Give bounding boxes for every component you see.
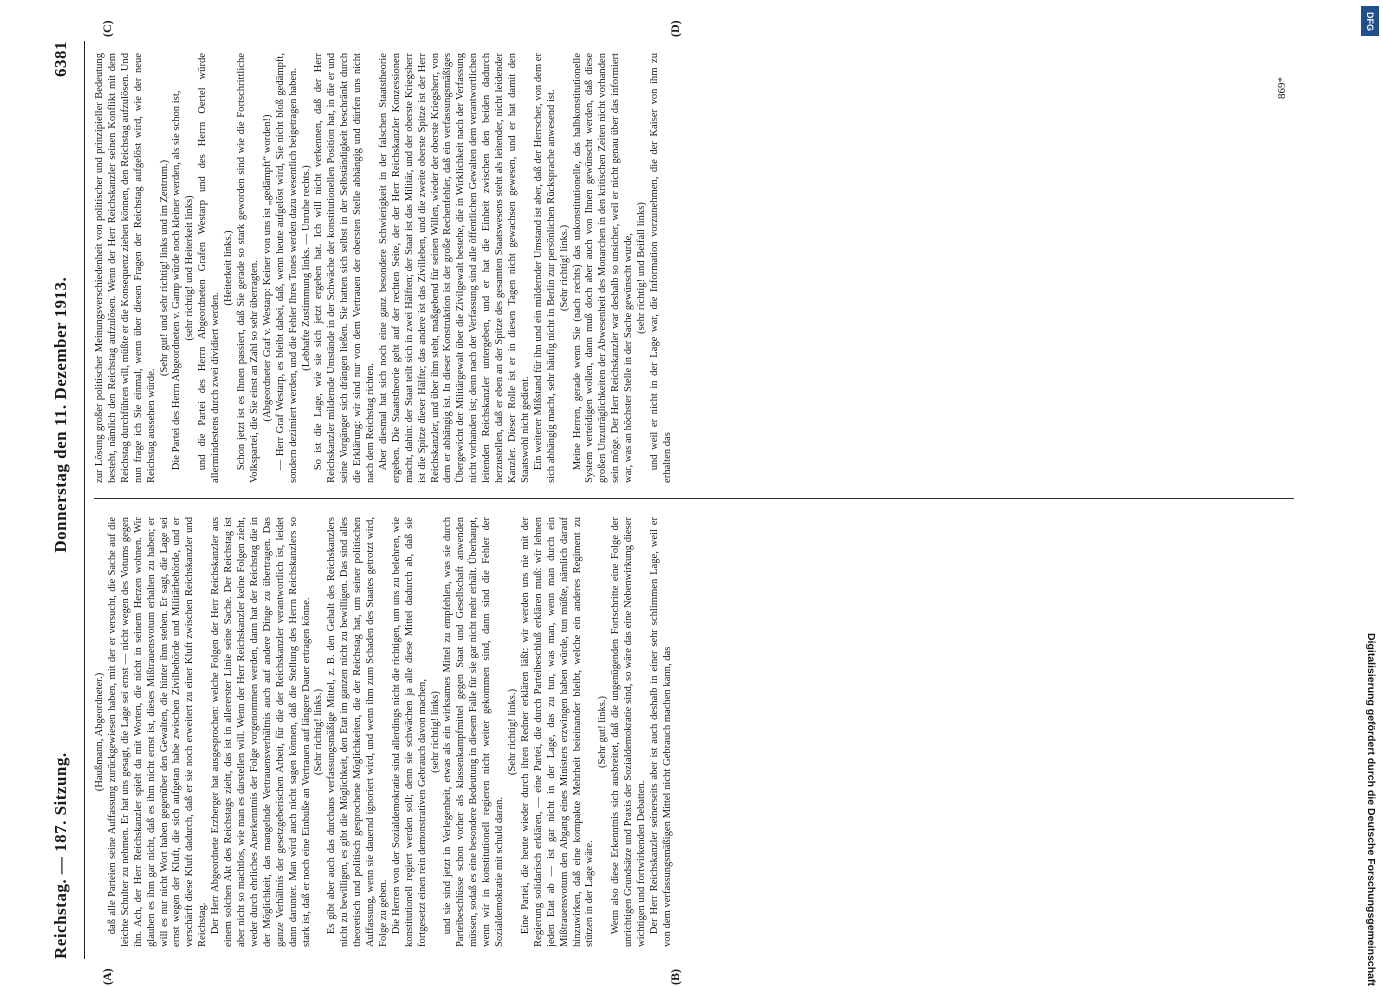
paragraph: So ist die Lage, wie sie sich jetzt ergeben hat. Ich will nicht verkennen, daß der Herr Reichskanzler mildernde Umstände in der Schwäche der konstitutionellen Position hat, in die er und seine Vorgänger sich drängen ließen. Sie hatten sich selbst in der Selbständigkeit beschränkt durch die Erklärung: wir sind nur von dem Vertrauen der obersten Stelle abhängig und dürfen uns nicht nach dem Reichstag richten. <box>312 53 376 483</box>
header-center: Donnerstag den 11. Dezember 1913. <box>50 276 70 553</box>
margin-marker-b: (B) <box>667 969 682 985</box>
paragraph: (Sehr richtig! links.) <box>312 688 324 776</box>
margin-marker-c: (C) <box>99 20 114 37</box>
paragraph: (sehr richtig! und Heiterkeit links) <box>183 195 195 341</box>
signature-code: 869* <box>1275 77 1288 99</box>
paragraph: (sehr richtig! links) <box>429 691 441 773</box>
right-text-column <box>94 53 1294 483</box>
margin-marker-a: (A) <box>99 968 114 985</box>
paragraph: — Herr Graf Westarp, es bleibt dabei, daß, wenn heute aufgelöst wird, Sie nicht bloß gedämpft, sondern dezimiert werden, und die Fehler Ihres Tones werden dazu wesentlich beigetragen haben. <box>274 53 299 483</box>
paragraph: (Sehr gut! links.) <box>596 695 608 769</box>
paragraph: Aber diesmal hat sich noch eine ganz besondere Schwierigkeit in der falschen Staatstheorie ergeben. Die Staatstheorie geht auf der rechten Seite, der der Herr Reichskanzler Konzessionen macht, dahin: der Staat teilt sich in zwei Hälften; der Staat ist das Militär, und der oberste Kriegsherr ist die Spitze dieser Hälfte; das andere ist das Zivilleben, und die zweite oberste Spitze ist der Herr Reichskanzler, und über ihm steht, maßgebend für seinen Willen, wieder der oberste Kriegsherr, von dem er abhängig ist. In dieser Konstruktion ist der große Rechenfehler, daß ein verfassungsmäßiges Übergewicht der Militärgewalt über die Zivilgewalt bestehe, die in Wirklichkeit nach der Verfassung nicht vorhanden ist; denn nach der Verfassung sind alle öffentlichen Gewalten dem verantwortlichen leitenden Reichskanzler untergeben, und er hat die Einheit zwischen den beiden dadurch herzustellen, daß er eben an der Spitze des gesamten Staatswesens steht als leitender, nicht leidender Kanzler. Dieser Rolle ist er in diesen Tagen nicht gewachsen gewesen, und er hat damit den Staatswohl nicht gedient. <box>377 53 531 483</box>
rotated-document-page <box>38 20 1306 985</box>
paragraph: zur Lösung großer politischer Meinungsverschiedenheit von politischer und prinzipieller Bedeutung besteht, nämlich den Reichstag aufzulösen. Wenn der Herr Reichskanzler seinen Konflikt mit dem Reichstag durchführen will, müßte er die Konsequenz ziehen können, den Reichstag aufzulösen. Und nun frage ich Sie einmal, wenn über diesen Fragen der Reichstag aufgelöst wird, wie der neue Reichstag aussehen würde. <box>93 53 157 483</box>
paragraph: Meine Herren, gerade wenn Sie (nach rechts) das unkonstitutionelle, das halbkonstitutionelle System verteidigen wollen, dann muß doch aber auch von Ihnen gewünscht werden, daß diese großen Unzuträglichkeiten der Abwesenheit des Monarchen in den kritischen Zeiten nicht vorhanden sein möge. Der Herr Reichskanzler war deshalb so unsicher, weil er nicht genau über das informiert war, was an höchster Stelle in der Sache gewünscht wurde, <box>571 53 634 483</box>
paragraph: daß alle Parteien seine Auffassung zurückgewiesen haben, mit der er versucht, die Sache auf die leichte Schulter zu nehmen. Er hat uns gesagt, die Lage sei ernst — nicht wegen des Votums gegen ihn. Ach, der Herr Reichskanzler spielt da mit Worten, die nicht in seinem Herzen wohnen. Wir glauben es ihm gar nicht, daß es ihm nicht ernst ist, dieses Mißtrauensvotum erhalten zu haben; er will es nur nicht Wort haben gegenüber den Gewalten, die hinter ihm stehen. Er sagt, die Lage sei ernst wegen der Kluft, die sich aufgetan habe zwischen Zivilbehörde und Militärbehörde, und er verschärft diese Kluft dadurch, daß er sie noch erweitert zu einer Kluft zwischen Reichskanzler und Reichstag. <box>106 517 208 947</box>
paragraph: und die Partei des Herrn Abgeordneten Grafen Westarp und des Herrn Oertel würde allermindestens durch zwei dividiert werden. <box>196 53 221 483</box>
paragraph: (sehr richtig! und Beifall links) <box>635 202 647 334</box>
paragraph: und sie sind jetzt in Verlegenheit, etwas als ein wirksames Mittel zu empfehlen, was sie durch Parteibeschlüsse schon vorher als klassenkampfmittel gegen Staat und Gesellschaft anwenden müssen, sodaß es eine besondere Bedeutung in diesem Falle für sie gar nicht mehr erhält. Überhaupt, wenn wir in konstitutionell regieren nicht weiter gekommen sind, dann sind die Fehler der Sozialdemokratie mit schuld daran. <box>441 517 505 947</box>
paragraph: Es gibt aber auch das durchaus verfassungsmäßige Mittel, z. B. den Gehalt des Reichskanzlers nicht zu bewilligen, es gibt die Möglichkeit, den Etat im ganzen nicht zu bewilligen. Das sind alles theoretisch und politisch gesprochene Möglichkeiten, die der Reichstag hat, um seiner politischen Auffassung, wenn sie dauernd ignoriert wird, und wenn ihm zum Schaden des Staates getrotzt wird, Folge zu geben. <box>325 517 389 947</box>
paragraph: Schon jetzt ist es Ihnen passiert, daß Sie gerade so stark geworden sind wie die Fortschrittliche Volkspartei, die Sie einst an Zahl so sehr überragten. <box>235 53 260 483</box>
header-left: Reichstag. — 187. Sitzung. <box>50 752 70 959</box>
paragraph: (Sehr richtig! links.) <box>506 688 518 776</box>
paragraph: (Haußmann, Abgeordneter.) <box>93 672 105 792</box>
column-divider <box>94 498 1294 499</box>
page-header <box>38 41 85 959</box>
paragraph: Ein weiterer Mißstand für ihn und ein mildernder Umstand ist aber, daß der Herrscher, von dem er sich abhängig macht, sehr häufig nicht in Berlin zur persönlichen Rücksprache anwesend ist. <box>532 53 557 483</box>
dfg-logo: DFG <box>1361 6 1379 36</box>
paragraph: Die Partei des Herrn Abgeordneten v. Gamp würde noch kleiner werden, als sie schon ist, <box>170 90 182 471</box>
paragraph: Die Herren von der Sozialdemokratie sind allerdings nicht die richtigen, um uns zu belehren, wie konstitutionell regiert werden soll; denn sie schwächen ja alle diese Mittel dadurch ab, daß sie fortgesetzt einen rein demonstrativen Gebrauch davon machen, <box>390 517 428 947</box>
digitization-credit <box>1357 6 1379 986</box>
left-text-column <box>94 517 1294 947</box>
paragraph: Wenn also diese Erkenntnis sich ausbreitet, daß die ungenügenden Fortschritte eine Folge der unrichtigen Grundsätze und Praxis der Sozialdemokratie sind, so wäre das eine Nebenwirkung dieser wichtigen und fortwirkenden Debatten. <box>609 517 647 947</box>
paragraph: (Sehr gut! und sehr richtig! links und im Zentrum.) <box>158 159 170 377</box>
paragraph: und weil er nicht in der Lage war, die Information vorzunehmen, die der Kaiser von ihm zu erhalten das <box>648 53 673 483</box>
paragraph: Eine Partei, die heute wieder durch ihren Redner erklären läßt: wir werden uns nie mit der Regierung solidarisch erklären, — eine Partei, die durch Parteibeschluß erklären muß: wir lehnen jeden Etat ab — ist gar nicht in der Lage, das zu tun, was man, wenn man durch ein Mißtrauensvotum den Abgang eines Ministers erzwingen haben würde, tun müßte, nämlich darauf hinzuwirken, daß eine kompakte Mehrheit beieinander bleibt, welche ein anderes Regiment zu stützen in der Lage wäre. <box>519 517 595 947</box>
paragraph: (Abgeordneter Graf v. Westarp: Keiner von uns ist „gedämpft“ worden!) <box>261 114 273 422</box>
margin-marker-d: (D) <box>667 20 682 37</box>
paragraph: (Lebhafte Zustimmung links. — Unruhe rechts.) <box>300 165 311 371</box>
paragraph: (Sehr richtig! links.) <box>558 224 570 312</box>
paragraph: (Heiterkeit links.) <box>222 230 234 306</box>
header-page-number: 6381 <box>50 41 70 77</box>
paragraph: Der Herr Reichskanzler seinerseits aber ist auch deshalb in einer sehr schlimmen Lage, weil er von dem verfassungsmäßigen Mittel nicht Gebrauch machen kann, das <box>648 517 673 947</box>
credit-text: Digitalisierung gefördert durch die Deutsche Forschungsgemeinschaft <box>1365 633 1377 986</box>
paragraph: Der Herr Abgeordnete Erzberger hat ausgesprochen: welche Folgen der Herr Reichskanzler aus einem solchen Akt des Reichstags zieht, das ist in allererster Linie seine Sache. Der Reichstag ist aber nicht so machtlos, wie man es darstellen will. Wenn der Herr Reichskanzler keine Folgen zieht, weder durch ehrliches Anerkenntnis der Folge vorgenommen werden, dann hat der Reichstag die in der Möglichkeit, das mangelnde Vertrauensverhältnis auch auf andere Dinge zu übertragen. Das ganze Verhältnis der gesetzgeberischen Arbeit, für die der Reichskanzler verantwortlich ist, leidet dann darunter. Man wird auch nicht sagen können, daß die Stellung des Herrn Reichskanzlers so stark ist, daß er noch eine Einbuße an Vertrauen auf längere Dauer ertragen könne. <box>209 517 311 947</box>
